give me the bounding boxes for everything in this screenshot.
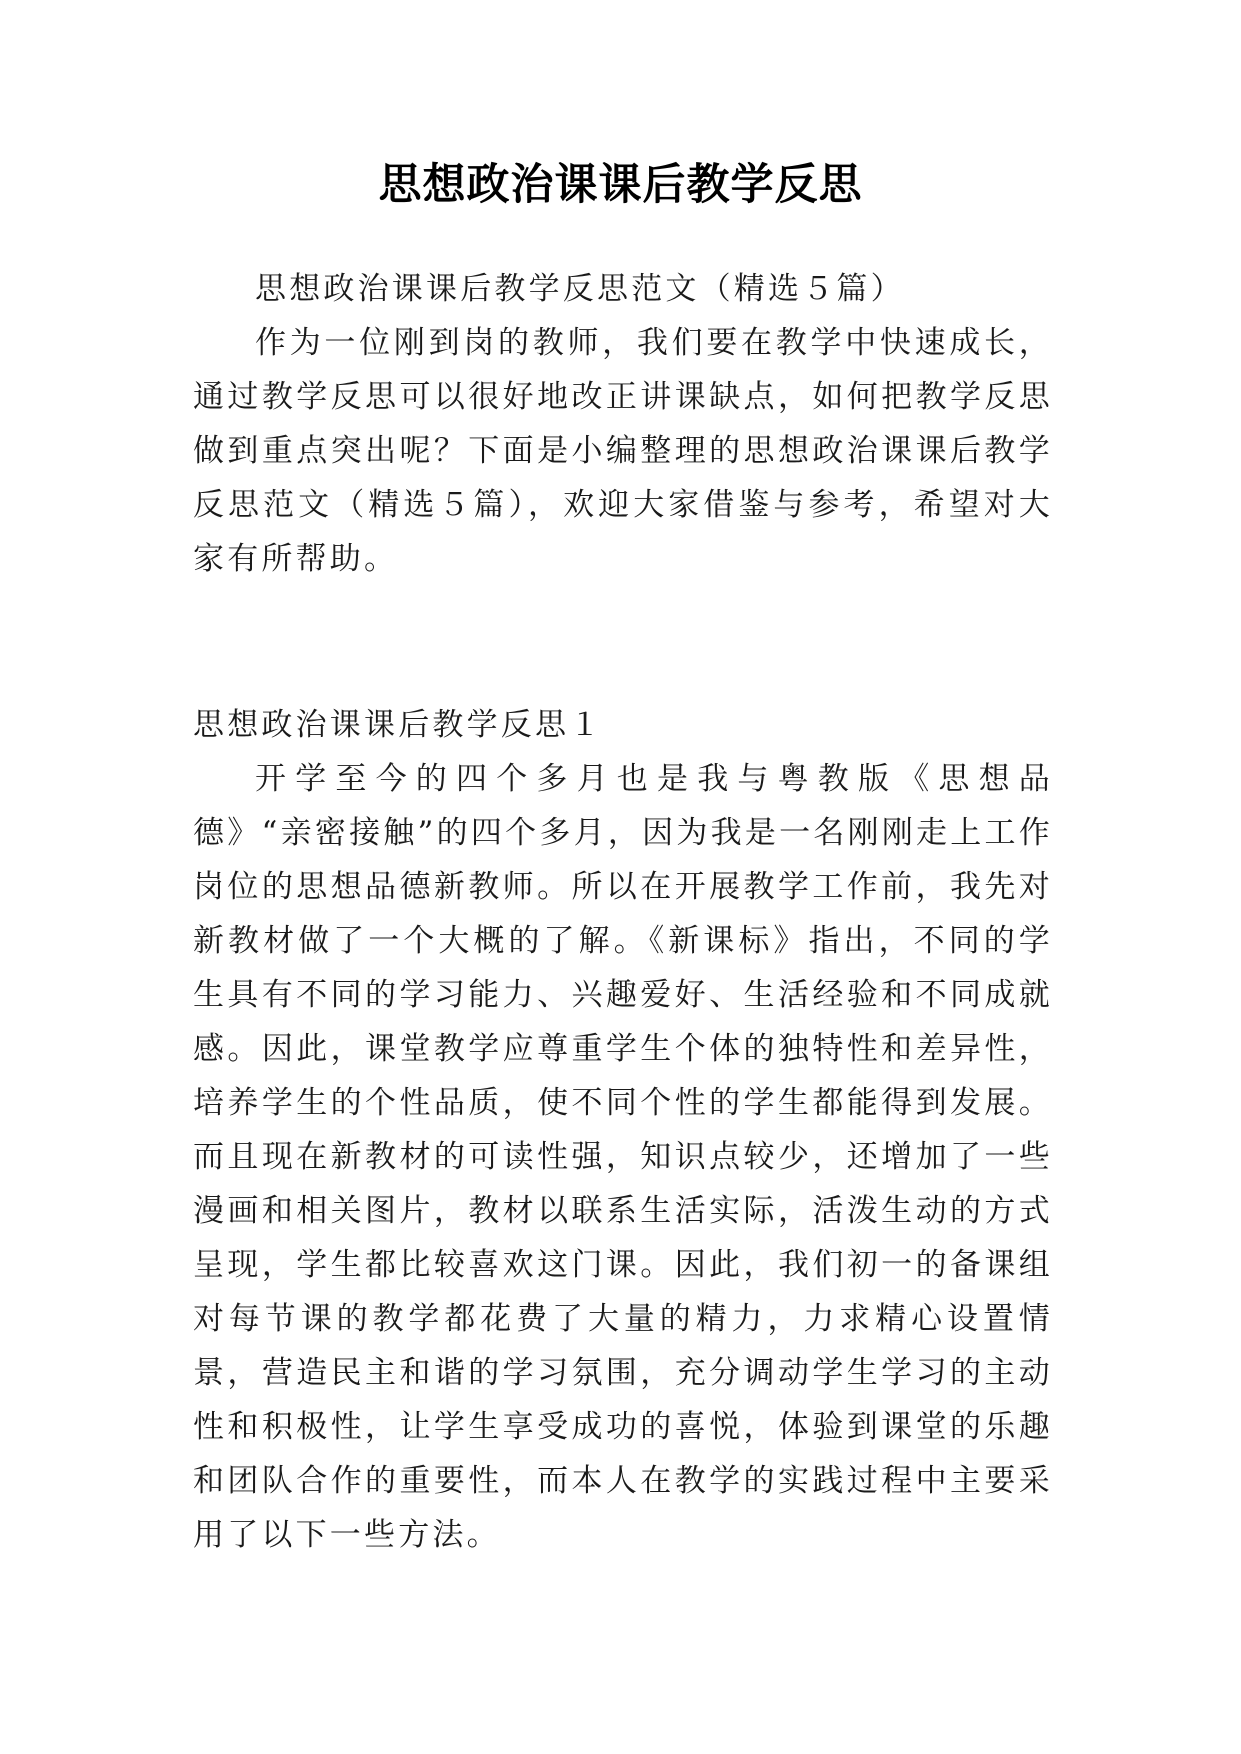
section-1-paragraph: 开学至今的四个多月也是我与粤教版《思想品德》“亲密接触”的四个多月，因为我是一名刚刚走上工作岗位的思想品德新教师。所以在开展教学工作前，我先对新教材做了一个大概的了解。《新课标》指出，不同的学生具有不同的学习能力、兴趣爱好、生活经验和不同成就感。因此，课堂教学应尊重学生个体的独特性和差异性，培养学生的个性品质，使不同个性的学生都能得到发展。而且现在新教材的可读性强，知识点较少，还增加了一些漫画和相关图片，教材以联系生活实际，活泼生动的方式呈现，学生都比较喜欢这门课。因此，我们初一的备课组对每节课的教学都花费了大量的精力，力求精心设置情景，营造民主和谐的学习氛围，充分调动学生学习的主动性和积极性，让学生享受成功的喜悦，体验到课堂的乐趣和团队合作的重要性，而本人在教学的实践过程中主要采用了以下一些方法。 — [193, 761, 1053, 1553]
section-1-heading: 思想政治课课后教学反思１ — [193, 707, 604, 743]
section-1 — [193, 698, 1053, 1562]
document-title: 思想政治课课后教学反思 — [378, 160, 863, 210]
intro-block — [193, 262, 1053, 586]
intro-paragraph: 作为一位刚到岗的教师，我们要在教学中快速成长，通过教学反思可以很好地改正讲课缺点，如何把教学反思做到重点突出呢？下面是小编整理的思想政治课课后教学反思范文（精选５篇），欢迎大家借鉴与参考，希望对大家有所帮助。 — [193, 325, 1053, 577]
document-subtitle: 思想政治课课后教学反思范文（精选５篇） — [255, 271, 905, 307]
